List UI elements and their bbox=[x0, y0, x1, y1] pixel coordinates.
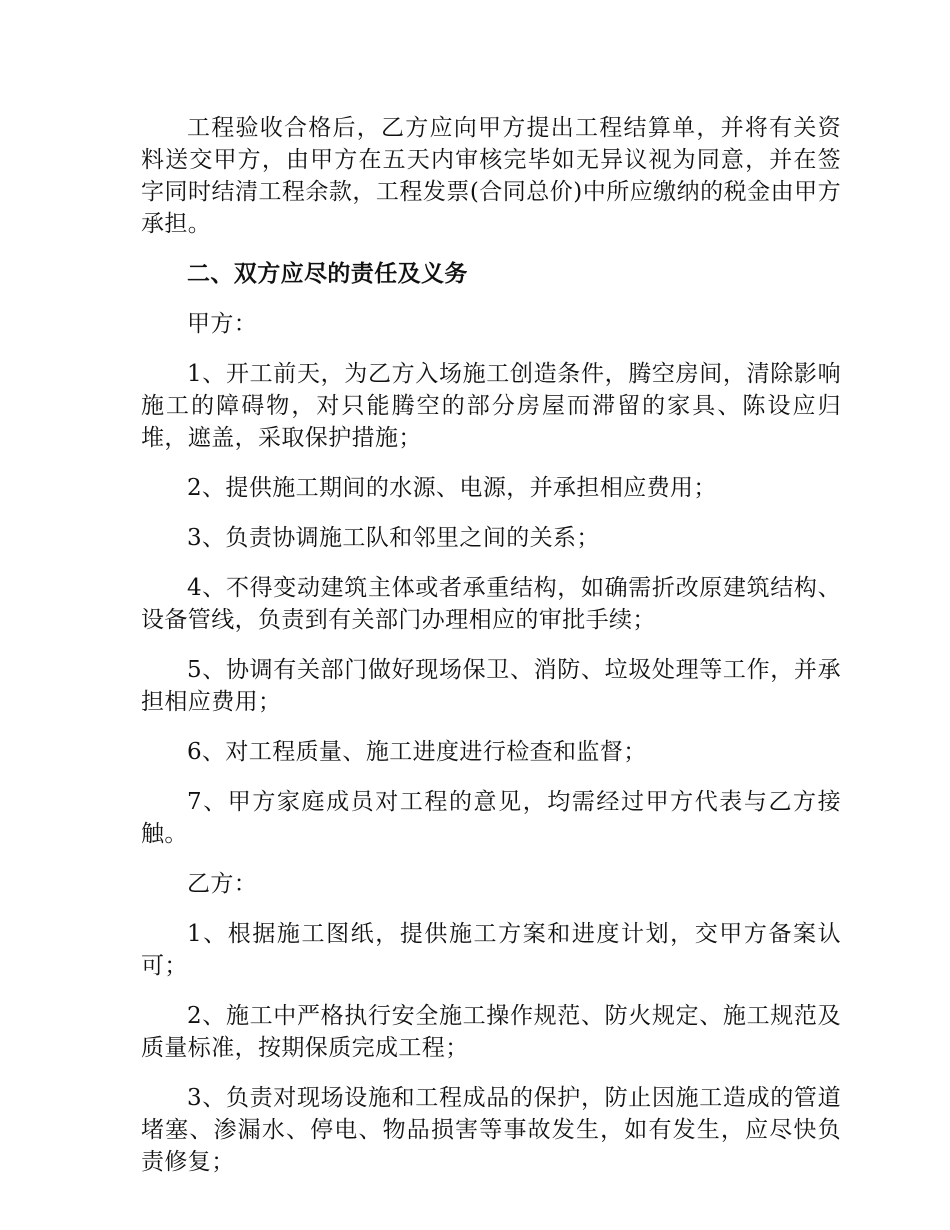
paragraph-settlement: 工程验收合格后，乙方应向甲方提出工程结算单，并将有关资料送交甲方，由甲方在五天内审核完毕如无异议视为同意，并在签字同时结清工程余款，工程发票(合同总价)中所应缴纳的税金由甲方承担。 bbox=[141, 115, 841, 237]
document-page bbox=[141, 112, 841, 1196]
party-a-item-2: 2、提供施工期间的水源、电源，并承担相应费用； bbox=[187, 475, 717, 501]
party-a-item-4: 4、不得变动建筑主体或者承重结构，如确需折改原建筑结构、设备管线，负责到有关部门办理相应的审批手续； bbox=[141, 575, 841, 633]
party-a-item-6: 6、对工程质量、施工进度进行检查和监督； bbox=[187, 739, 647, 765]
party-b-item-3: 3、负责对现场设施和工程成品的保护，防止因施工造成的管道堵塞、渗漏水、停电、物品损害等事故发生，如有发生，应尽快负责修复； bbox=[141, 1085, 841, 1175]
party-a-item-3: 3、负责协调施工队和邻里之间的关系； bbox=[187, 525, 600, 551]
party-a-item-7: 7、甲方家庭成员对工程的意见，均需经过甲方代表与乙方接触。 bbox=[141, 789, 841, 847]
party-b-label: 乙方： bbox=[187, 871, 258, 897]
party-b-item-2: 2、施工中严格执行安全施工操作规范、防火规定、施工规范及质量标准，按期保质完成工程； bbox=[141, 1003, 841, 1061]
party-a-item-5: 5、协调有关部门做好现场保卫、消防、垃圾处理等工作，并承担相应费用； bbox=[141, 657, 841, 715]
party-a-label: 甲方： bbox=[187, 311, 258, 337]
section-heading-responsibilities: 二、双方应尽的责任及义务 bbox=[187, 260, 468, 287]
party-a-item-1: 1、开工前天，为乙方入场施工创造条件，腾空房间，清除影响施工的障碍物，对只能腾空的部分房屋而滞留的家具、陈设应归堆，遮盖，采取保护措施； bbox=[141, 361, 841, 451]
party-b-item-1: 1、根据施工图纸，提供施工方案和进度计划，交甲方备案认可； bbox=[141, 921, 841, 979]
